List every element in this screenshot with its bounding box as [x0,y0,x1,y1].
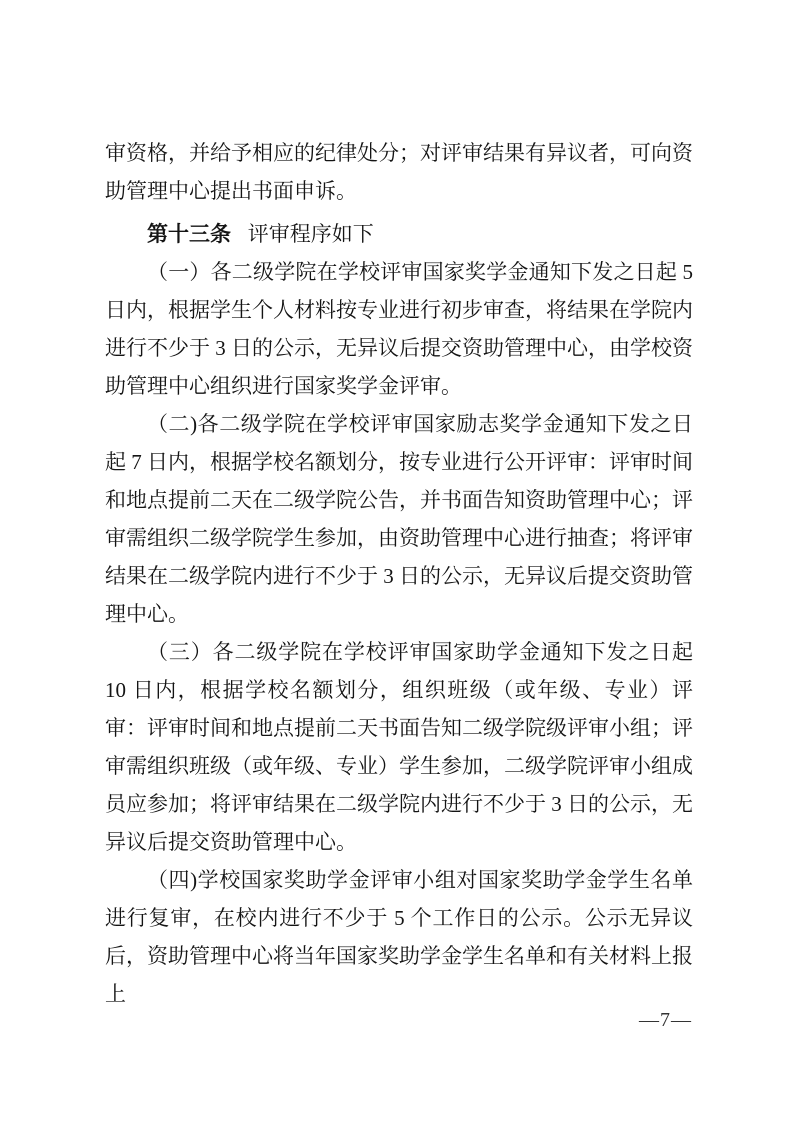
article-number: 第十三条 [147,222,231,246]
paragraph-article-13-heading [105,215,693,253]
paragraph-item-3: （三）各二级学院在学校评审国家助学金通知下发之日起 10 日内，根据学校名额划分，组织班级（或年级、专业）评审：评审时间和地点提前二天书面告知二级学院级评审小组；评审需组织班级（或年级、专业）学生参加，二级学院评审小组成员应参加；将评审结果在二级学院内进行不少于 3 日的公示，无异议后提交资助管理中心。 [105,640,693,854]
paragraph-continuation-from-previous-page: 审资格，并给予相应的纪律处分；对评审结果有异议者，可向资助管理中心提出书面申诉。 [105,141,693,203]
paragraph-item-4: （四)学校国家奖助学金评审小组对国家奖助学金学生名单进行复审，在校内进行不少于 5 个工作日的公示。公示无异议后，资助管理中心将当年国家奖助学金学生名单和有关材料上报上 [105,868,693,1006]
page-number: —7— [639,1009,692,1031]
paragraph-item-1: （一）各二级学院在学校评审国家奖学金通知下发之日起 5 日内，根据学生个人材料按专业进行初步审查，将结果在学院内进行不少于 3 日的公示，无异议后提交资助管理中心，由学校资助管理中心组织进行国家奖学金评审。 [105,260,693,398]
document-body [105,134,693,1013]
paragraph-item-2: （二)各二级学院在学校评审国家励志奖学金通知下发之日起 7 日内，根据学校名额划分，按专业进行公开评审：评审时间和地点提前二天在二级学院公告，并书面告知资助管理中心；评审需组织二级学院学生参加，由资助管理中心进行抽查；将评审结果在二级学院内进行不少于 3 日的公示，无异议后提交资助管理中心。 [105,412,693,626]
article-title: 评审程序如下 [247,222,374,246]
